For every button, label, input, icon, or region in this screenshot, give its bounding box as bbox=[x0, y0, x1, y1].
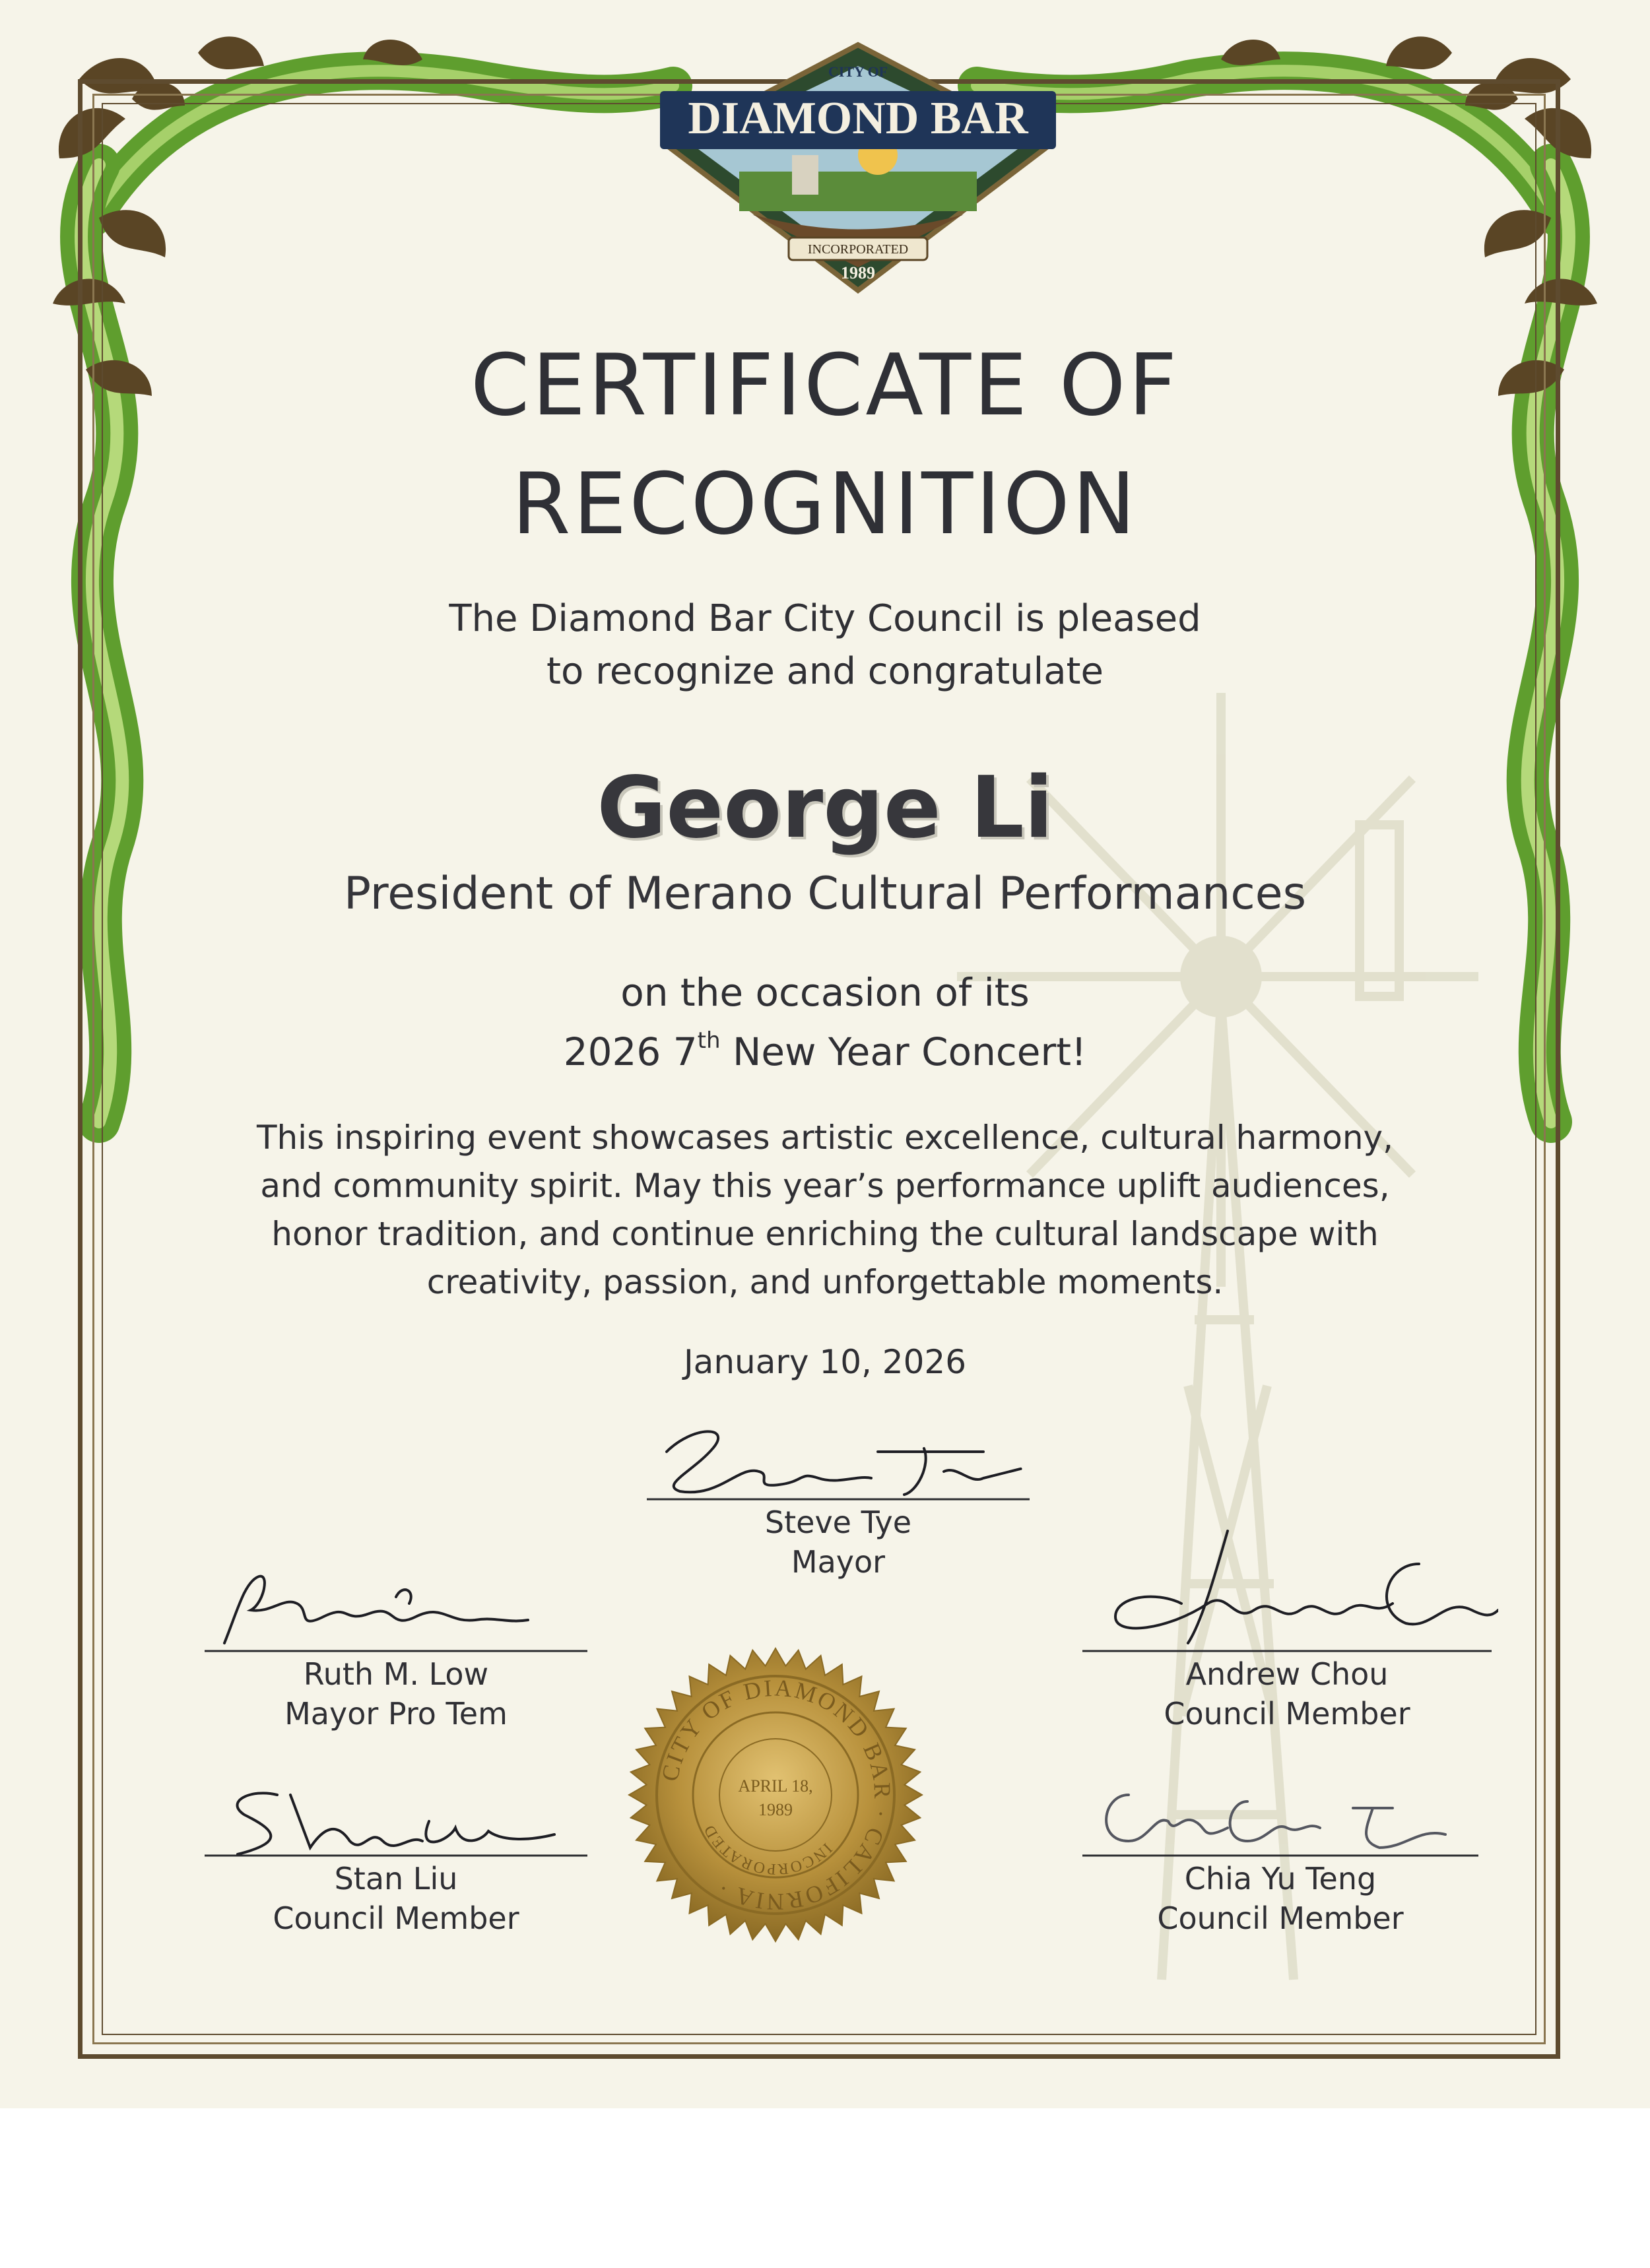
city-emblem-icon bbox=[660, 40, 1056, 294]
title-line-2: RECOGNITION bbox=[512, 455, 1138, 554]
signatory-role-council-2: Council Member bbox=[273, 1900, 519, 1936]
occasion-line-2 bbox=[165, 1029, 1485, 1074]
signatory-name-council-3: Chia Yu Teng bbox=[1184, 1861, 1377, 1896]
emblem-top-text: CITY OF bbox=[828, 63, 888, 80]
occasion-prefix: 2026 7 bbox=[563, 1029, 698, 1074]
signature-block-council-1 bbox=[1076, 1524, 1498, 1755]
signatory-name-mayor-pro-tem: Ruth M. Low bbox=[303, 1656, 489, 1692]
signature-council-1 bbox=[1076, 1524, 1498, 1656]
honoree-title: President of Merano Cultural Performances bbox=[343, 868, 1307, 920]
seal-date-line-1: APRIL 18, bbox=[738, 1776, 813, 1796]
signatory-role-council-3: Council Member bbox=[1157, 1900, 1404, 1936]
signature-block-council-3 bbox=[1076, 1775, 1485, 1947]
signature-block-mayor-pro-tem bbox=[198, 1557, 594, 1755]
occasion-line-1: on the occasion of its bbox=[620, 970, 1030, 1015]
signature-block-council-2 bbox=[198, 1775, 594, 1947]
signatory-name-council-2: Stan Liu bbox=[334, 1861, 458, 1896]
body-line-4: creativity, passion, and unforgettable moments. bbox=[426, 1263, 1224, 1301]
signatory-role-mayor: Mayor bbox=[791, 1544, 886, 1580]
city-emblem bbox=[660, 40, 1056, 294]
signature-council-2 bbox=[198, 1775, 594, 1861]
occasion-ordinal-suffix: th bbox=[697, 1027, 721, 1054]
signatory-name-mayor: Steve Tye bbox=[764, 1505, 912, 1540]
seal-date-line-2: 1989 bbox=[758, 1800, 793, 1819]
signatory-name-council-1: Andrew Chou bbox=[1185, 1656, 1389, 1692]
gold-seal-icon bbox=[627, 1646, 924, 1943]
signature-mayor bbox=[640, 1412, 1036, 1505]
signature-block-mayor bbox=[640, 1412, 1036, 1584]
intro-line-2: to recognize and congratulate bbox=[546, 650, 1104, 693]
body-line-2: and community spirit. May this year’s performance uplift audiences, bbox=[260, 1167, 1390, 1205]
intro-line-1: The Diamond Bar City Council is pleased bbox=[449, 597, 1201, 640]
honoree-name: George Li bbox=[597, 759, 1053, 857]
signature-mayor-pro-tem bbox=[198, 1557, 594, 1656]
emblem-ribbon-text: INCORPORATED bbox=[807, 242, 909, 257]
certificate-date: January 10, 2026 bbox=[683, 1343, 967, 1381]
signatory-role-mayor-pro-tem: Mayor Pro Tem bbox=[284, 1696, 508, 1732]
title-line-1: CERTIFICATE OF bbox=[470, 337, 1180, 435]
emblem-year: 1989 bbox=[841, 263, 875, 282]
body-line-3: honor tradition, and continue enriching the cultural landscape with bbox=[271, 1215, 1379, 1253]
emblem-city-name: DIAMOND BAR bbox=[688, 93, 1028, 144]
body-line-1: This inspiring event showcases artistic excellence, cultural harmony, bbox=[256, 1118, 1394, 1157]
seal-ring-text: CITY OF DIAMOND BAR · CALIFORNIA · bbox=[656, 1674, 896, 1916]
gold-seal bbox=[627, 1646, 924, 1943]
signatory-role-council-1: Council Member bbox=[1164, 1696, 1410, 1732]
signature-council-3 bbox=[1076, 1775, 1485, 1861]
occasion-suffix: New Year Concert! bbox=[720, 1029, 1087, 1074]
seal-inner-ring-text: INCORPORATED bbox=[700, 1821, 836, 1878]
